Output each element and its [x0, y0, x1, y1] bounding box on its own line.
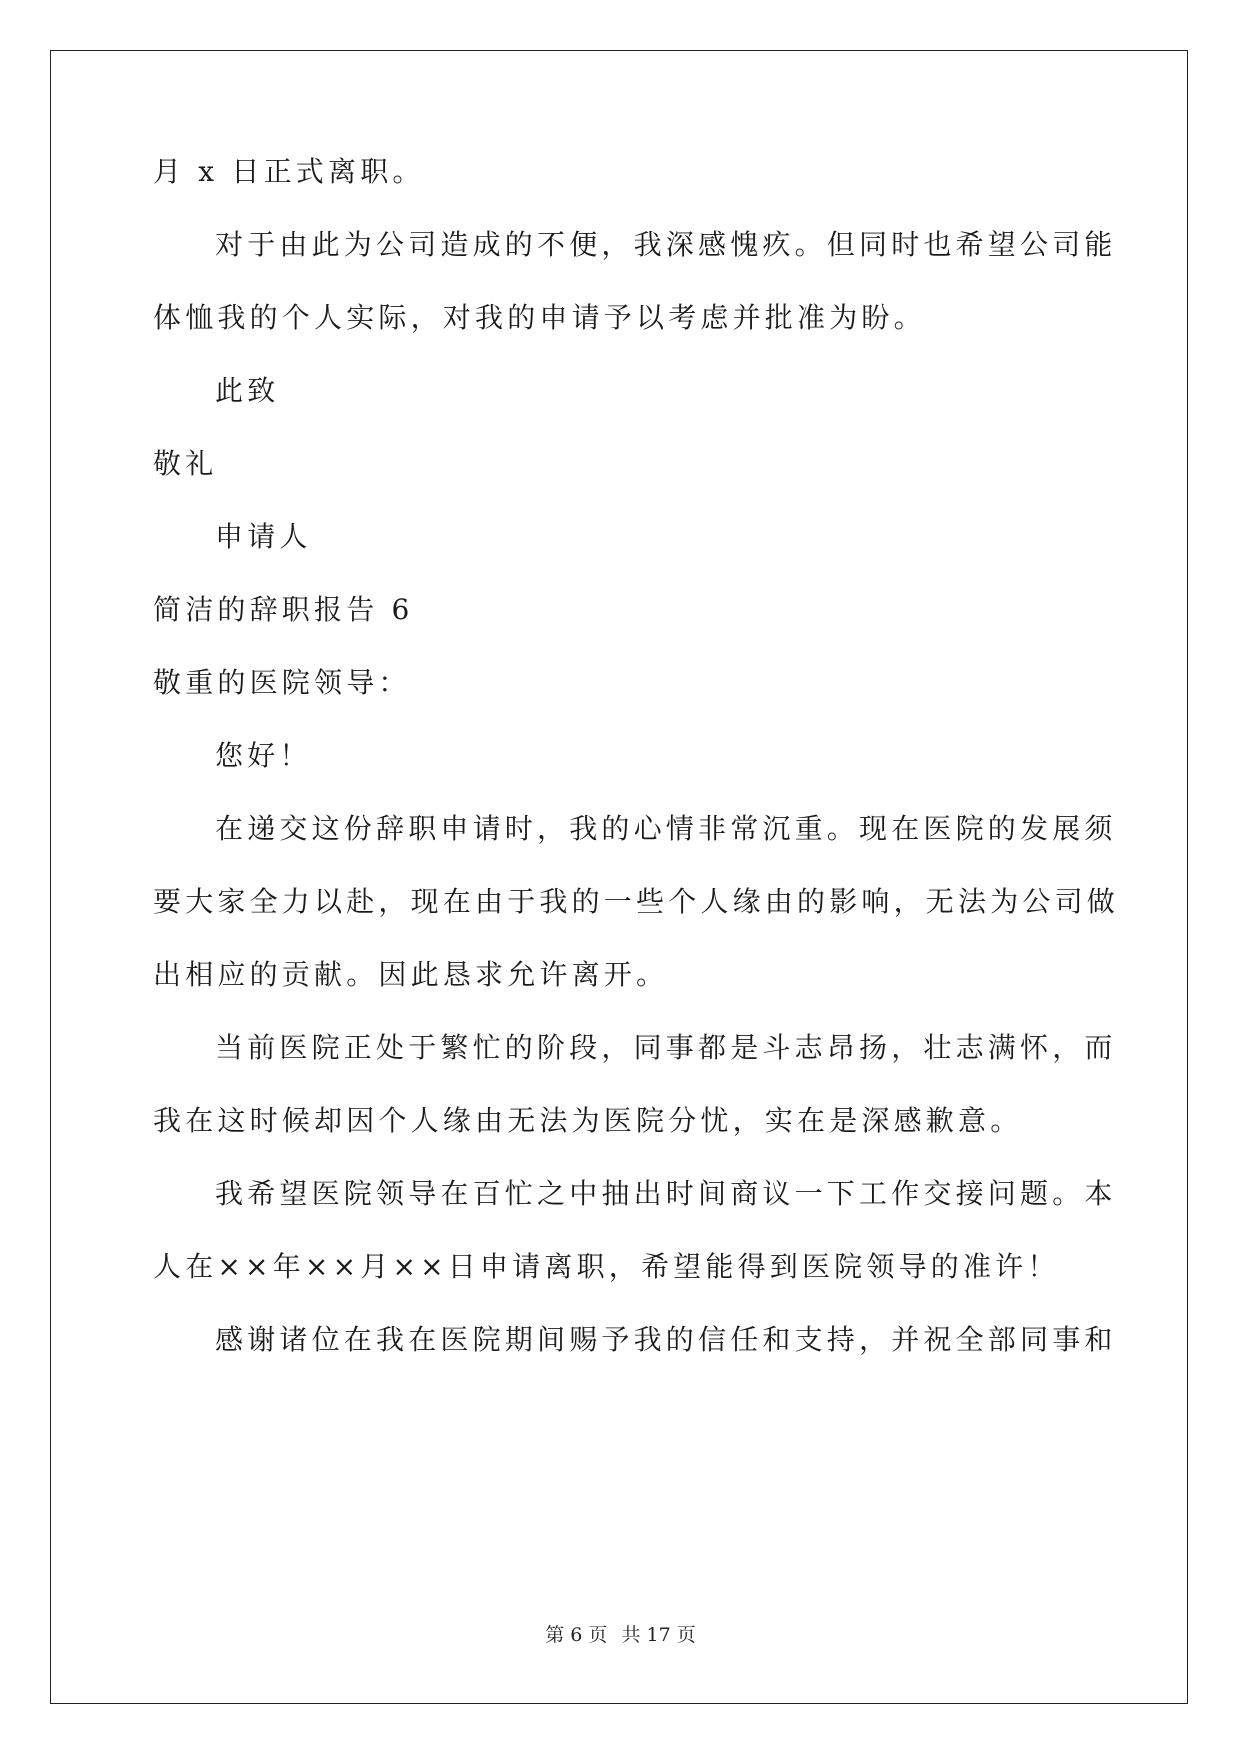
- paragraph-line: 体恤我的个人实际，对我的申请予以考虑并批准为盼。: [153, 301, 926, 334]
- page-footer: [0, 1620, 1241, 1647]
- text-line: 月 x 日正式离职。: [153, 155, 425, 188]
- closing-salute: 敬礼: [153, 447, 218, 480]
- page-number: 第 6 页: [545, 1624, 608, 1646]
- paragraph-line: 对于由此为公司造成的不便，我深感愧疚。但同时也希望公司能: [215, 228, 1117, 261]
- section-heading: 简洁的辞职报告 6: [153, 593, 414, 626]
- paragraph-line: 我希望医院领导在百忙之中抽出时间商议一下工作交接问题。本: [215, 1177, 1117, 1210]
- paragraph-line: 出相应的贡献。因此恳求允许离开。: [153, 958, 669, 991]
- paragraph-line: 感谢诸位在我在医院期间赐予我的信任和支持，并祝全部同事和: [215, 1323, 1117, 1356]
- applicant-label: 申请人: [215, 520, 312, 553]
- total-pages: 共 17 页: [621, 1624, 696, 1646]
- paragraph-line: 当前医院正处于繁忙的阶段，同事都是斗志昂扬，壮志满怀，而: [215, 1031, 1117, 1064]
- paragraph-line: 人在××年××月××日申请离职，希望能得到医院领导的准许！: [153, 1250, 1060, 1283]
- salutation: 敬重的医院领导：: [153, 666, 411, 699]
- paragraph-line: 在递交这份辞职申请时，我的心情非常沉重。现在医院的发展须: [215, 812, 1117, 845]
- closing-line: 此致: [215, 374, 280, 407]
- paragraph-line: 我在这时候却因个人缘由无法为医院分忧，实在是深感歉意。: [153, 1104, 1023, 1137]
- greeting: 您好！: [215, 739, 312, 772]
- paragraph-line: 要大家全力以赴，现在由于我的一些个人缘由的影响，无法为公司做: [153, 885, 1120, 918]
